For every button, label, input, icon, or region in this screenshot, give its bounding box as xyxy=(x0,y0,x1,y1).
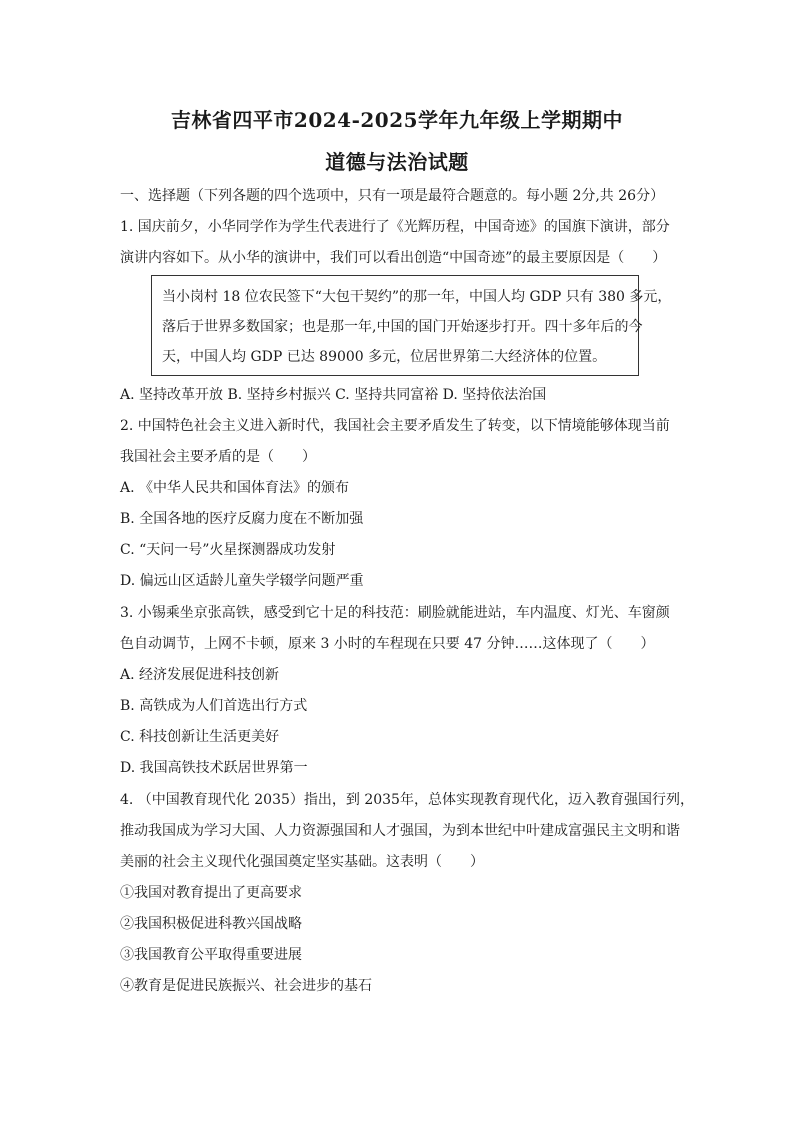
q1-material-line2: 落后于世界多数国家；也是那一年,中国的国门开始逐步打开。四十多年后的今 xyxy=(162,319,643,335)
q1-material-line3: 天，中国人均 GDP 已达 89000 多元，位居世界第二大经济体的位置。 xyxy=(162,349,607,365)
q2-option-b: B. 全国各地的医疗反腐力度在不断加强 xyxy=(120,511,364,527)
q3-option-b: B. 高铁成为人们首选出行方式 xyxy=(120,698,308,714)
q1-options: A. 坚持改革开放 B. 坚持乡村振兴 C. 坚持共同富裕 D. 坚持依法治国 xyxy=(120,387,547,403)
q4-stem-line2: 推动我国成为学习大国、人力资源强国和人才强国，为到本世纪中叶建成富强民主文明和谐 xyxy=(120,823,680,839)
q3-option-a: A. 经济发展促进科技创新 xyxy=(120,667,280,683)
q3-stem-line1: 3. 小锡乘坐京张高铁，感受到它十足的科技范：刷脸就能进站，车内温度、灯光、车窗颜 xyxy=(120,605,670,621)
q1-material-box xyxy=(151,275,672,376)
q4-stem-line3: 美丽的社会主义现代化强国奠定坚实基础。这表明（ ） xyxy=(120,854,484,870)
q4-statement-2: ②我国积极促进科教兴国战略 xyxy=(120,916,302,932)
q2-stem-line1: 2. 中国特色社会主义进入新时代，我国社会主要矛盾发生了转变，以下情境能够体现当前 xyxy=(120,418,670,434)
q1-stem-line2: 演讲内容如下。从小华的演讲中，我们可以看出创造“中国奇迹”的最主要原因是（ ） xyxy=(120,250,667,266)
q2-option-a: A. 《中华人民共和国体育法》的颁布 xyxy=(120,480,350,496)
exam-title: 吉林省四平市2024-2025学年九年级上学期期中 xyxy=(170,108,624,132)
q4-statement-3: ③我国教育公平取得重要进展 xyxy=(120,947,302,963)
q2-stem-line2: 我国社会主要矛盾的是（ ） xyxy=(120,449,316,465)
q4-stem-line1: 4. （中国教育现代化 2035）指出，到 2035年，总体实现教育现代化，迈入教育强国行列， xyxy=(120,792,694,808)
q3-option-d: D. 我国高铁技术跃居世界第一 xyxy=(120,760,308,776)
q1-stem-line1: 1. 国庆前夕，小华同学作为学生代表进行了《光辉历程，中国奇迹》的国旗下演讲，部分 xyxy=(120,219,670,235)
q2-option-c: C. “天问一号”火星探测器成功发射 xyxy=(120,542,336,558)
q4-statement-4: ④教育是促进民族振兴、社会进步的基石 xyxy=(120,978,372,994)
q3-option-c: C. 科技创新让生活更美好 xyxy=(120,729,280,745)
q3-stem-line2: 色自动调节，上网不卡顿，原来 3 小时的车程现在只要 47 分钟……这体现了（ ） xyxy=(120,636,655,652)
q2-option-d: D. 偏远山区适龄儿童失学辍学问题严重 xyxy=(120,573,364,589)
section-heading: 一、选择题（下列各题的四个选项中，只有一项是最符合题意的。每小题 2分,共 26分） xyxy=(120,188,665,204)
exam-subject-title: 道德与法治试题 xyxy=(325,150,469,174)
q1-material-line1: 当小岗村 18 位农民签下“大包干契约”的那一年，中国人均 GDP 只有 380 多元， xyxy=(162,289,672,305)
q4-statement-1: ①我国对教育提出了更高要求 xyxy=(120,885,302,901)
